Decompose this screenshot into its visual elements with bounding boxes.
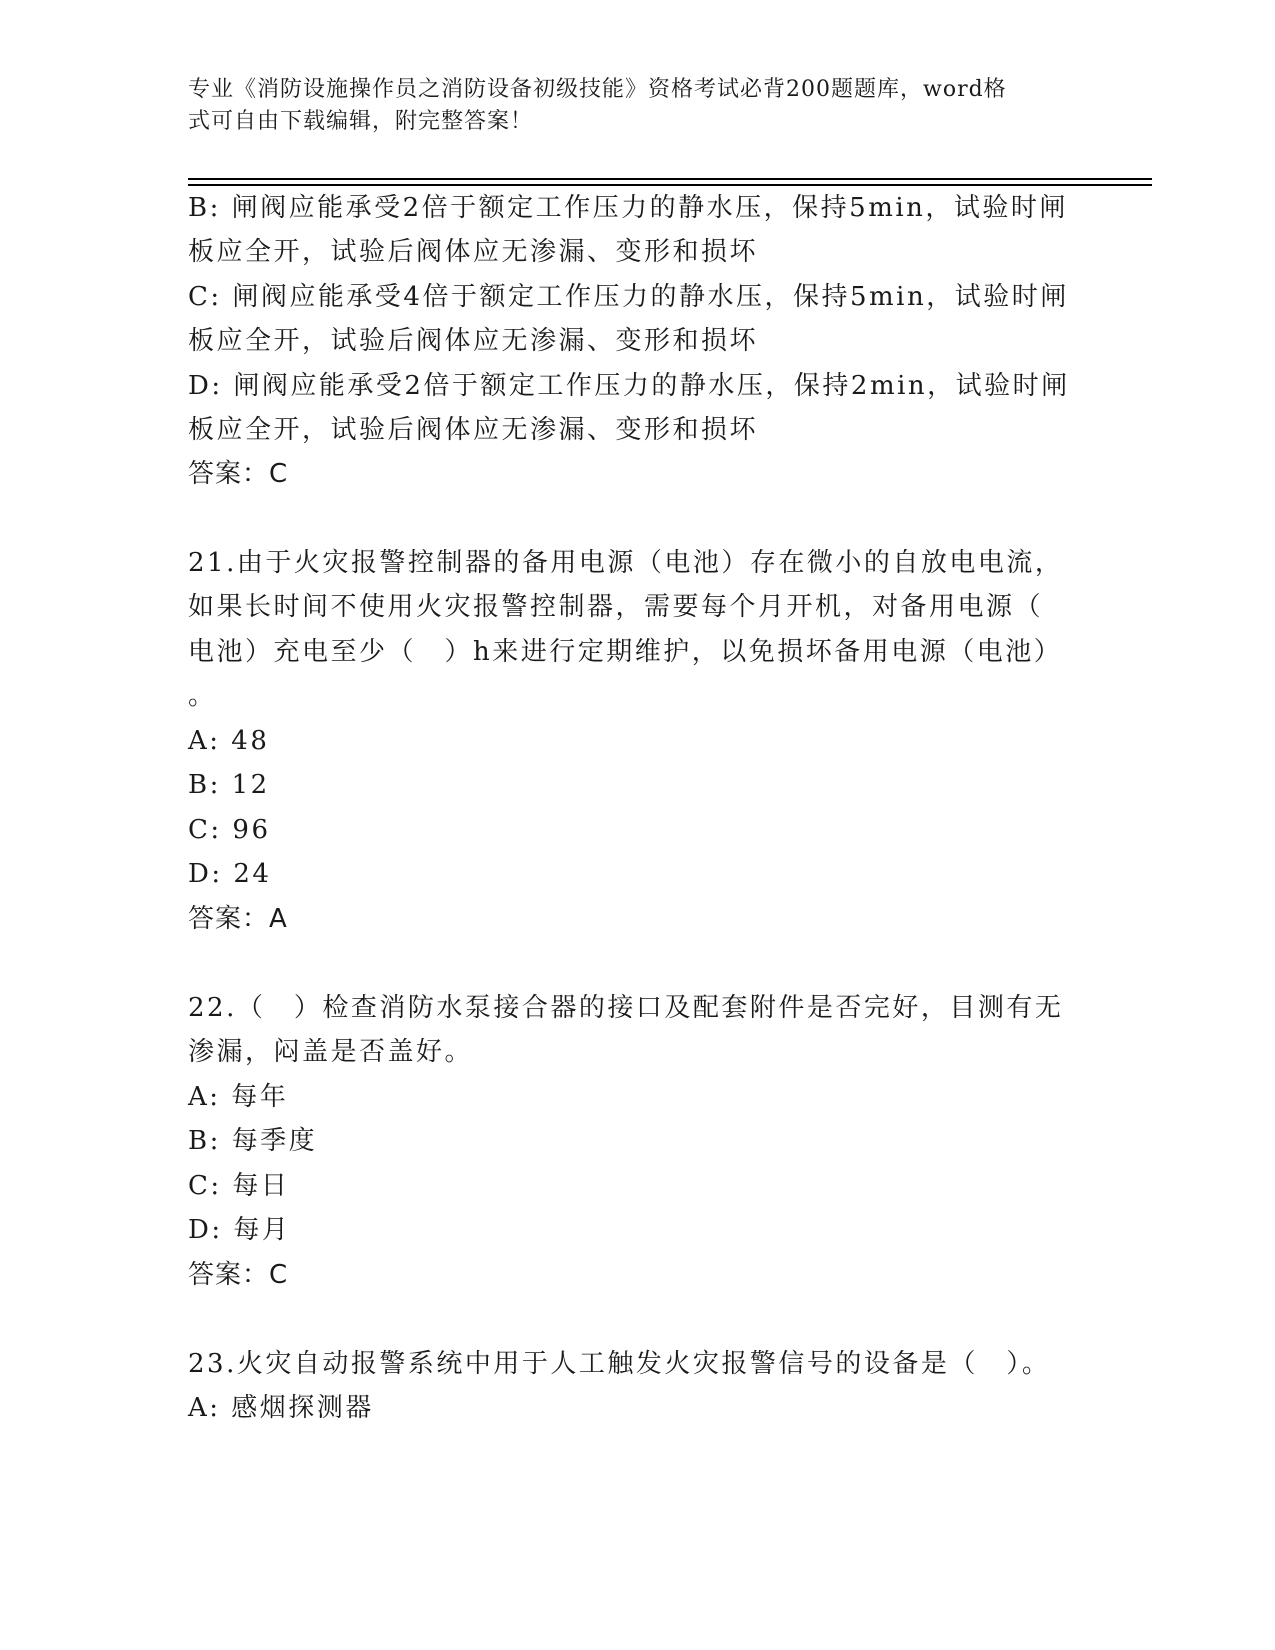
option-d: D: 每月 bbox=[188, 1215, 291, 1245]
option-b: B: 12 bbox=[188, 770, 270, 800]
title-line-2: 式可自由下载编辑，附完整答案！ bbox=[188, 109, 534, 134]
document-title bbox=[188, 74, 1068, 138]
option-b-line-2: 板应全开，试验后阀体应无渗漏、变形和损坏 bbox=[188, 237, 759, 267]
answer: 答案：C bbox=[188, 1260, 289, 1290]
option-c: C: 每日 bbox=[188, 1171, 290, 1201]
question-stem-line-4: 。 bbox=[188, 681, 217, 711]
question-stem-line-2: 如果长时间不使用火灾报警控制器，需要每个月开机，对备用电源（ bbox=[188, 592, 1044, 622]
question-stem-line-1: 21.由于火灾报警控制器的备用电源（电池）存在微小的自放电电流， bbox=[188, 548, 1064, 578]
option-a: A: 48 bbox=[188, 726, 270, 756]
option-c-line-2: 板应全开，试验后阀体应无渗漏、变形和损坏 bbox=[188, 326, 759, 356]
question-stem-line-2: 渗漏，闷盖是否盖好。 bbox=[188, 1037, 474, 1067]
answer: 答案：A bbox=[188, 904, 288, 934]
option-b-line-1: B: 闸阀应能承受2倍于额定工作压力的静水压，保持5min，试验时闸 bbox=[188, 193, 1068, 223]
title-line-1: 专业《消防设施操作员之消防设备初级技能》资格考试必背200题题库，word格 bbox=[188, 77, 1007, 102]
header-divider-bottom bbox=[188, 184, 1152, 186]
option-b: B: 每季度 bbox=[188, 1126, 318, 1156]
option-c-line-1: C: 闸阀应能承受4倍于额定工作压力的静水压，保持5min，试验时闸 bbox=[188, 282, 1069, 312]
option-a: A: 每年 bbox=[188, 1082, 289, 1112]
answer: 答案：C bbox=[188, 459, 289, 489]
question-stem-line-3: 电池）充电至少（ ）h来进行定期维护，以免损坏备用电源（电池） bbox=[188, 637, 1063, 667]
question-stem-line-1: 22.（ ）检查消防水泵接合器的接口及配套附件是否完好，目测有无 bbox=[188, 993, 1064, 1023]
option-d-line-2: 板应全开，试验后阀体应无渗漏、变形和损坏 bbox=[188, 415, 759, 445]
option-a: A: 感烟探测器 bbox=[188, 1393, 374, 1423]
option-d: D: 24 bbox=[188, 859, 272, 889]
header-divider-top bbox=[188, 178, 1152, 180]
question-stem-line-1: 23.火灾自动报警系统中用于人工触发火灾报警信号的设备是（ ）。 bbox=[188, 1349, 1051, 1379]
option-d-line-1: D: 闸阀应能承受2倍于额定工作压力的静水压，保持2min，试验时闸 bbox=[188, 371, 1070, 401]
option-c: C: 96 bbox=[188, 815, 271, 845]
